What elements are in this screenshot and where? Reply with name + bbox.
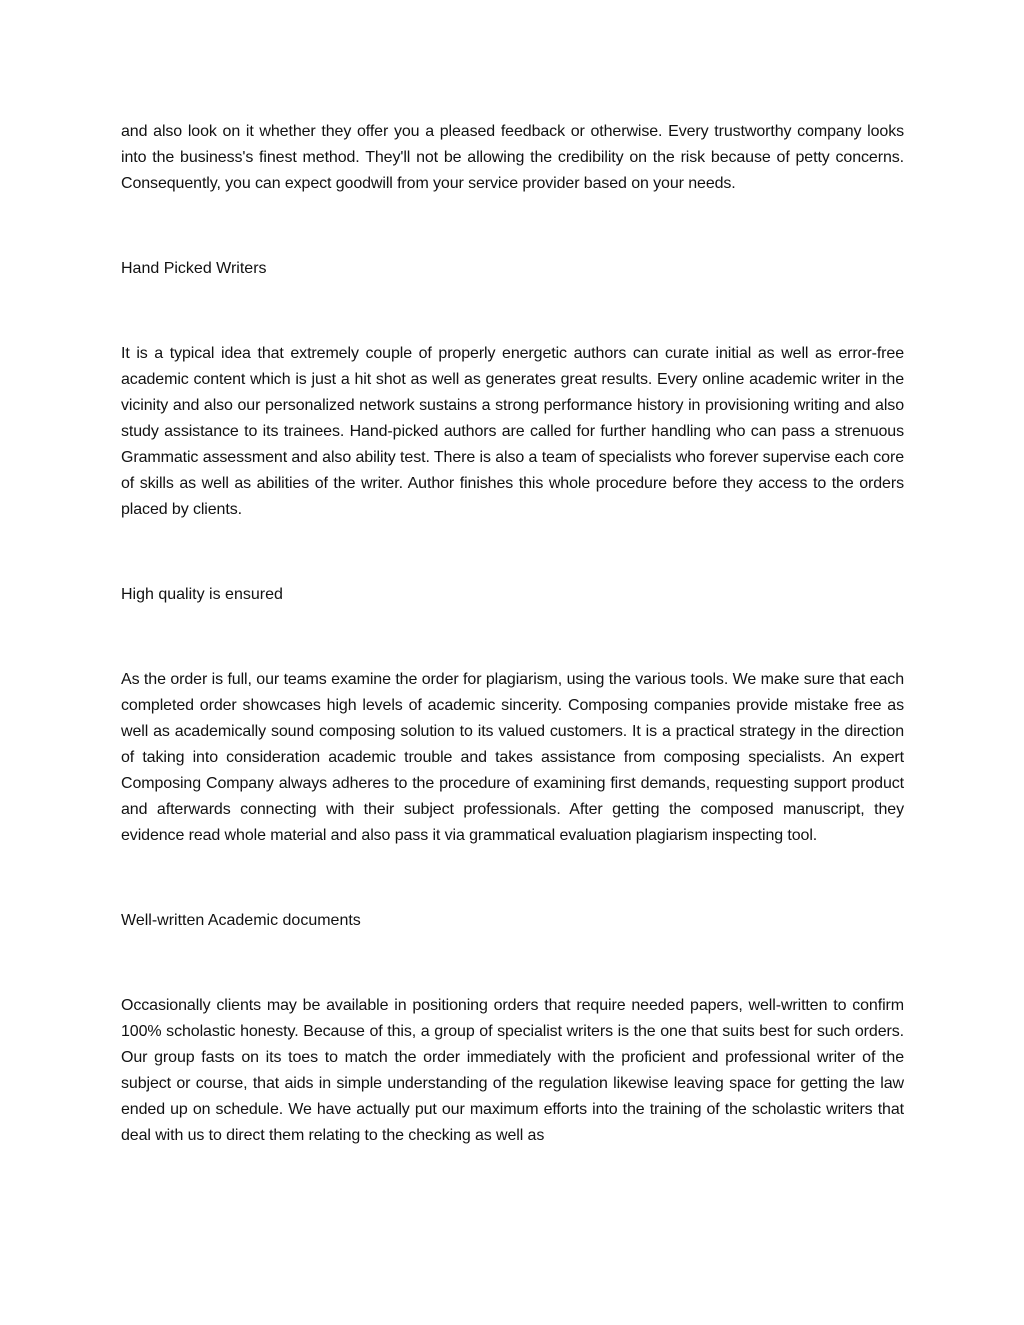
section-heading: Well-written Academic documents (121, 912, 361, 929)
paragraph-spacer (121, 523, 904, 582)
paragraph-spacer (121, 608, 904, 667)
section-heading: High quality is ensured (121, 586, 283, 603)
paragraph-spacer (121, 934, 904, 993)
paragraph-spacer (121, 197, 904, 256)
body-paragraph: Occasionally clients may be available in positioning orders that require needed papers, well-written to confirm 100% scholastic honesty. Because of this, a group of specialist writers is the one that suits best for such orders. Our group fasts on its toes to match the order immediately with the proficient and professional writer of the subject or course, that aids in simple understanding of the regulation likewise leaving space for getting the law ended up on schedule. We have actually put our maximum efforts into the training of the scholastic writers that deal with us to direct them relating to the checking as well as (121, 997, 904, 1144)
body-paragraph: It is a typical idea that extremely couple of properly energetic authors can curate initial as well as error-free academic content which is just a hit shot as well as generates great results. Every online academic writer in the vicinity and also our personalized network sustains a strong performance history in provisioning writing and also study assistance to its trainees. Hand-picked authors are called for further handling who can pass a strenuous Grammatic assessment and also ability test. There is also a team of specialists who forever supervise each core of skills as well as abilities of the writer. Author finishes this whole procedure before they access to the orders placed by clients. (121, 345, 904, 518)
paragraph-spacer (121, 282, 904, 341)
body-paragraph: and also look on it whether they offer you a pleased feedback or otherwise. Every trustworthy company looks into the business's finest method. They'll not be allowing the credibility on the risk because of petty concerns. Consequently, you can expect goodwill from your service provider based on your needs. (121, 123, 904, 192)
paragraph-spacer (121, 849, 904, 908)
body-paragraph: As the order is full, our teams examine the order for plagiarism, using the various tools. We make sure that each completed order showcases high levels of academic sincerity. Composing companies provide mistake free as well as academically sound composing solution to its valued customers. It is a practical strategy in the direction of taking into consideration academic trouble and takes assistance from composing specialists. An expert Composing Company always adheres to the procedure of examining first demands, requesting support product and afterwards connecting with their subject professionals. After getting the composed manuscript, they evidence read whole material and also pass it via grammatical evaluation plagiarism inspecting tool. (121, 671, 904, 844)
document-body (121, 119, 904, 1149)
section-heading: Hand Picked Writers (121, 260, 267, 277)
